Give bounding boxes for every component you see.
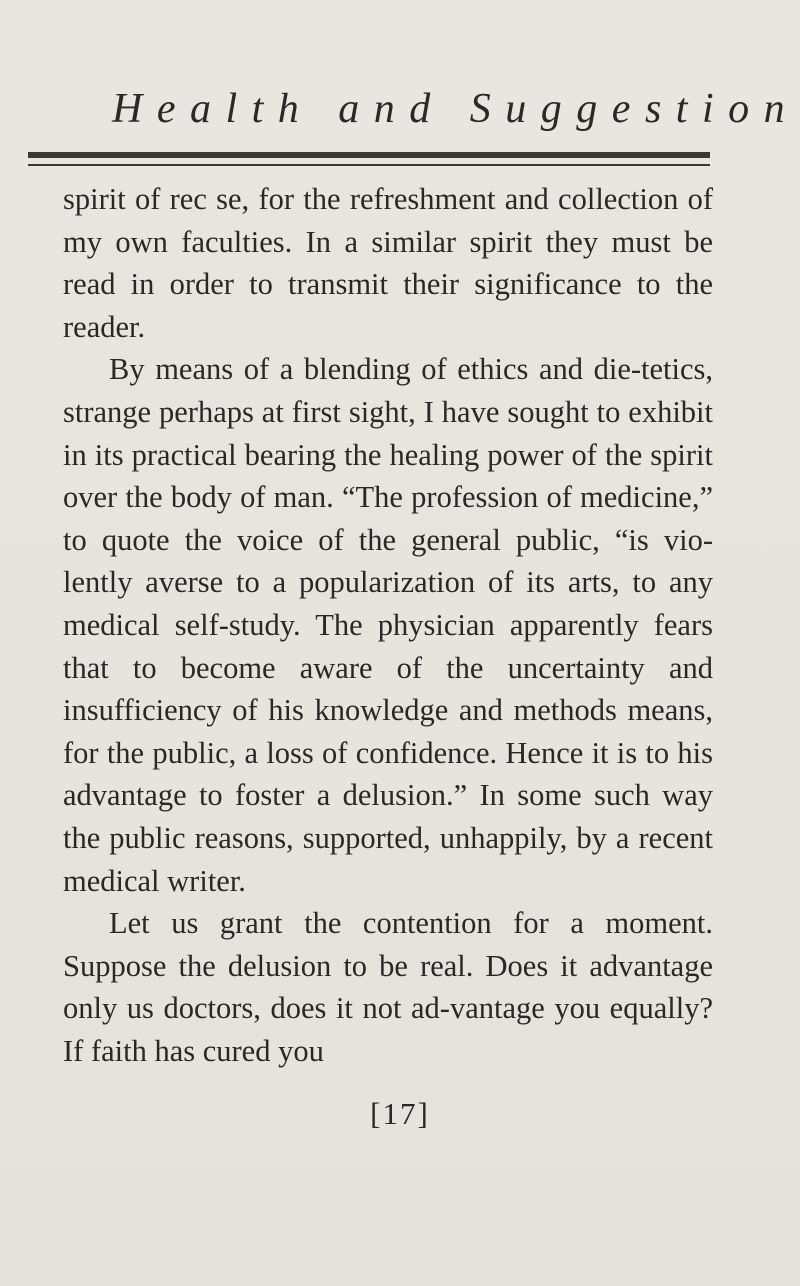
header-rule-thin — [28, 164, 710, 166]
header-rule-thick — [28, 152, 710, 158]
paragraph-grant-contention: Let us grant the contention for a moment. Suppose the delusion to be real. Does it advantage only us doctors, does it not ad-vantage you equally? If faith has cured you — [63, 906, 713, 1068]
page-number: [17] — [370, 1096, 430, 1131]
running-head: Health and Suggestion — [112, 86, 800, 132]
body-text — [63, 178, 713, 1072]
paragraph-ethics-dietetics: By means of a blending of ethics and die-tetics, strange perhaps at first sight, I have sought to exhibit in its practical bearing the healing power of the spirit over the body of man. “The profession of medicine,” to quote the voice of the general public, “is vio-lently averse to a popularization of its arts, to any medical self-study. The physician apparently fears that to become aware of the uncertainty and insufficiency of his knowledge and methods means, for the public, a loss of confidence. Hence it is to his advantage to foster a delusion.” In some such way the public reasons, supported, unhappily, by a recent medical writer. — [63, 352, 713, 898]
paragraph-continued: spirit of rec se, for the refreshment and collection of my own faculties. In a similar spirit they must be read in order to transmit their significance to the reader. — [63, 182, 713, 344]
